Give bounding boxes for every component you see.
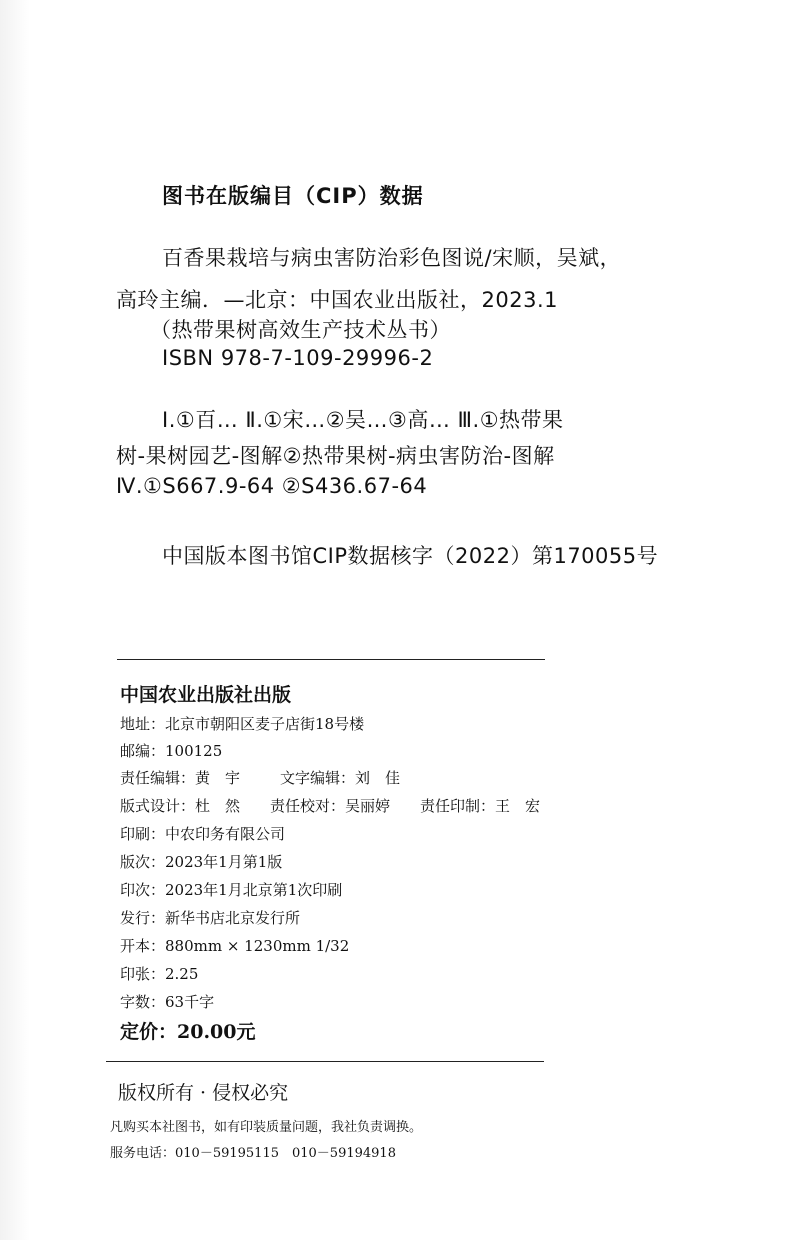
printer: 印刷：中农印务有限公司 — [120, 825, 286, 843]
cip-book-title-line: 百香果栽培与病虫害防治彩色图说/宋顺，吴斌， — [162, 246, 622, 270]
distributor: 发行：新华书店北京发行所 — [120, 909, 301, 927]
text-editor: 文字编辑：刘 佳 — [280, 769, 401, 787]
proofreader: 责任校对：吴丽婷 — [270, 797, 391, 815]
cip-classification-line: Ⅳ.①S667.9-64 ②S436.67-64 — [116, 474, 428, 498]
divider-top — [117, 659, 545, 660]
responsible-editor: 责任编辑：黄 宇 — [120, 769, 241, 787]
cip-series-line: （热带果树高效生产技术丛书） — [150, 318, 451, 342]
cip-subject-line-1: Ⅰ.①百… Ⅱ.①宋…②吴…③高… Ⅲ.①热带果 — [162, 408, 564, 432]
price: 定价：20.00元 — [120, 1021, 256, 1043]
cip-isbn-line: ISBN 978-7-109-29996-2 — [162, 346, 434, 370]
cip-record-number: 中国版本图书馆CIP数据核字（2022）第170055号 — [162, 544, 659, 568]
cip-subject-line-2: 树-果树园艺-图解②热带果树-病虫害防治-图解 — [116, 444, 555, 468]
cip-title: 图书在版编目（CIP）数据 — [162, 184, 424, 208]
design-row — [120, 795, 540, 816]
service-phone: 服务电话：010－59195115 010－59194918 — [110, 1146, 396, 1161]
word-count: 字数：63千字 — [120, 993, 215, 1011]
book-format: 开本：880mm × 1230mm 1/32 — [120, 937, 350, 955]
printed-sheets: 印张：2.25 — [120, 965, 199, 983]
edition: 版次：2023年1月第1版 — [120, 853, 283, 871]
editor-row — [120, 767, 400, 788]
divider-bottom — [106, 1061, 544, 1062]
layout-designer: 版式设计：杜 然 — [120, 797, 241, 815]
impression: 印次：2023年1月北京第1次印刷 — [120, 881, 343, 899]
print-manager: 责任印制：王 宏 — [420, 797, 541, 815]
copyright-notice: 版权所有 · 侵权必究 — [118, 1082, 289, 1104]
exchange-notice: 凡购买本社图书，如有印装质量问题，我社负责调换。 — [110, 1120, 423, 1135]
cip-publisher-line: 高玲主编．—北京：中国农业出版社，2023.1 — [116, 288, 558, 312]
publisher-postcode: 邮编：100125 — [120, 742, 223, 760]
publisher-name: 中国农业出版社出版 — [120, 684, 292, 706]
publisher-address: 地址：北京市朝阳区麦子店街18号楼 — [120, 715, 365, 733]
